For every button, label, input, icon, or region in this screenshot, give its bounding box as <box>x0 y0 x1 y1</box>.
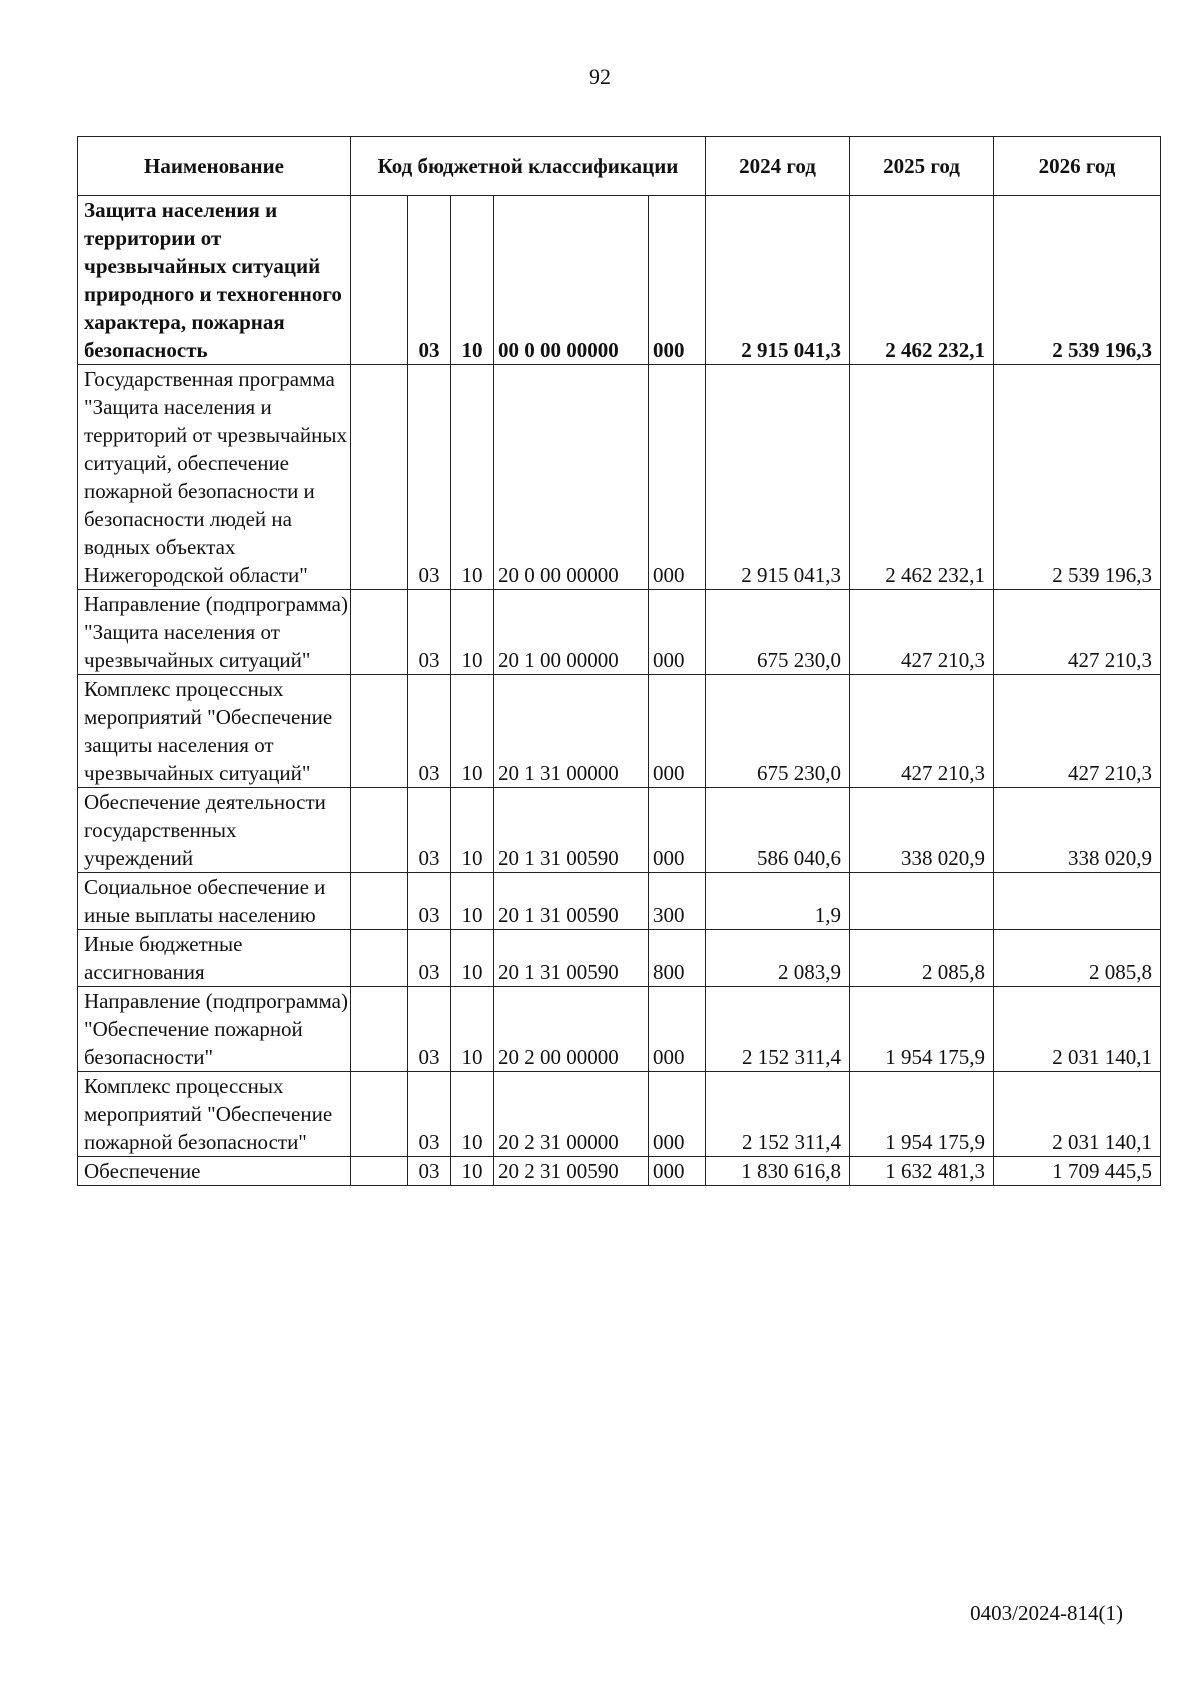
row-amount-2025: 2 085,8 <box>850 930 994 987</box>
row-amount-2026: 2 031 140,1 <box>994 987 1161 1072</box>
row-expense-type: 000 <box>649 1072 706 1157</box>
row-target-code: 20 2 31 00000 <box>494 1072 649 1157</box>
table-row <box>78 675 1161 788</box>
row-name: Комплекс процессных мероприятий "Обеспечение защиты населения от чрезвычайных ситуаций" <box>78 675 351 788</box>
row-amount-2024: 1,9 <box>706 873 850 930</box>
row-empty-cell <box>351 196 408 365</box>
row-amount-2026: 2 085,8 <box>994 930 1161 987</box>
table-row <box>78 788 1161 873</box>
table-body <box>78 196 1161 1186</box>
row-subsection-code: 10 <box>451 873 494 930</box>
row-empty-cell <box>351 930 408 987</box>
header-2025: 2025 год <box>850 137 994 196</box>
row-name: Направление (подпрограмма) "Защита населения от чрезвычайных ситуаций" <box>78 590 351 675</box>
row-amount-2025: 427 210,3 <box>850 590 994 675</box>
row-amount-2026 <box>994 873 1161 930</box>
header-code: Код бюджетной классификации <box>351 137 706 196</box>
row-target-code: 20 0 00 00000 <box>494 365 649 590</box>
table-row <box>78 196 1161 365</box>
row-expense-type: 000 <box>649 675 706 788</box>
table-row <box>78 365 1161 590</box>
row-amount-2025: 427 210,3 <box>850 675 994 788</box>
row-amount-2025 <box>850 873 994 930</box>
row-empty-cell <box>351 873 408 930</box>
row-expense-type: 000 <box>649 1157 706 1186</box>
row-name: Обеспечение <box>78 1157 351 1186</box>
row-expense-type: 000 <box>649 590 706 675</box>
row-subsection-code: 10 <box>451 930 494 987</box>
row-section-code: 03 <box>408 196 451 365</box>
row-amount-2024: 675 230,0 <box>706 590 850 675</box>
row-amount-2024: 2 083,9 <box>706 930 850 987</box>
row-target-code: 20 1 00 00000 <box>494 590 649 675</box>
row-amount-2025: 1 954 175,9 <box>850 1072 994 1157</box>
row-amount-2026: 2 539 196,3 <box>994 196 1161 365</box>
row-subsection-code: 10 <box>451 1157 494 1186</box>
row-amount-2024: 2 152 311,4 <box>706 987 850 1072</box>
row-amount-2024: 2 915 041,3 <box>706 196 850 365</box>
row-name: Защита населения и территории от чрезвычайных ситуаций природного и техногенного характера, пожарная безопасность <box>78 196 351 365</box>
row-subsection-code: 10 <box>451 365 494 590</box>
row-section-code: 03 <box>408 1072 451 1157</box>
row-name: Социальное обеспечение и иные выплаты населению <box>78 873 351 930</box>
row-amount-2025: 2 462 232,1 <box>850 365 994 590</box>
row-subsection-code: 10 <box>451 788 494 873</box>
row-section-code: 03 <box>408 788 451 873</box>
row-amount-2025: 2 462 232,1 <box>850 196 994 365</box>
row-subsection-code: 10 <box>451 590 494 675</box>
row-amount-2024: 2 915 041,3 <box>706 365 850 590</box>
row-empty-cell <box>351 1072 408 1157</box>
row-expense-type: 300 <box>649 873 706 930</box>
row-expense-type: 000 <box>649 987 706 1072</box>
header-2026: 2026 год <box>994 137 1161 196</box>
table-row <box>78 1072 1161 1157</box>
row-name: Государственная программа "Защита населения и территорий от чрезвычайных ситуаций, обеспечение пожарной безопасности и безопасности людей на водных объектах Нижегородской области" <box>78 365 351 590</box>
row-amount-2024: 1 830 616,8 <box>706 1157 850 1186</box>
row-amount-2024: 2 152 311,4 <box>706 1072 850 1157</box>
row-amount-2024: 675 230,0 <box>706 675 850 788</box>
row-target-code: 20 1 31 00000 <box>494 675 649 788</box>
row-amount-2026: 427 210,3 <box>994 675 1161 788</box>
row-section-code: 03 <box>408 873 451 930</box>
budget-table <box>77 136 1161 1186</box>
table-row <box>78 873 1161 930</box>
header-name: Наименование <box>78 137 351 196</box>
row-name: Обеспечение деятельности государственных учреждений <box>78 788 351 873</box>
row-subsection-code: 10 <box>451 987 494 1072</box>
row-empty-cell <box>351 675 408 788</box>
row-amount-2025: 338 020,9 <box>850 788 994 873</box>
row-target-code: 20 2 31 00590 <box>494 1157 649 1186</box>
row-subsection-code: 10 <box>451 675 494 788</box>
row-amount-2025: 1 954 175,9 <box>850 987 994 1072</box>
row-target-code: 20 1 31 00590 <box>494 788 649 873</box>
row-expense-type: 800 <box>649 930 706 987</box>
table-row <box>78 930 1161 987</box>
row-name: Направление (подпрограмма) "Обеспечение пожарной безопасности" <box>78 987 351 1072</box>
row-amount-2026: 2 031 140,1 <box>994 1072 1161 1157</box>
row-section-code: 03 <box>408 987 451 1072</box>
row-amount-2026: 2 539 196,3 <box>994 365 1161 590</box>
row-empty-cell <box>351 365 408 590</box>
row-section-code: 03 <box>408 930 451 987</box>
row-target-code: 20 1 31 00590 <box>494 873 649 930</box>
table-row <box>78 1157 1161 1186</box>
row-empty-cell <box>351 987 408 1072</box>
row-target-code: 20 1 31 00590 <box>494 930 649 987</box>
row-section-code: 03 <box>408 365 451 590</box>
row-amount-2025: 1 632 481,3 <box>850 1157 994 1186</box>
row-empty-cell <box>351 1157 408 1186</box>
row-section-code: 03 <box>408 590 451 675</box>
document-code: 0403/2024-814(1) <box>970 1601 1123 1625</box>
header-2024: 2024 год <box>706 137 850 196</box>
row-name: Комплекс процессных мероприятий "Обеспечение пожарной безопасности" <box>78 1072 351 1157</box>
row-amount-2024: 586 040,6 <box>706 788 850 873</box>
row-empty-cell <box>351 590 408 675</box>
row-subsection-code: 10 <box>451 196 494 365</box>
table-row <box>78 987 1161 1072</box>
row-section-code: 03 <box>408 675 451 788</box>
row-amount-2026: 1 709 445,5 <box>994 1157 1161 1186</box>
row-expense-type: 000 <box>649 788 706 873</box>
row-amount-2026: 338 020,9 <box>994 788 1161 873</box>
table-row <box>78 590 1161 675</box>
row-target-code: 00 0 00 00000 <box>494 196 649 365</box>
page-number: 92 <box>589 64 611 89</box>
row-amount-2026: 427 210,3 <box>994 590 1161 675</box>
row-section-code: 03 <box>408 1157 451 1186</box>
row-subsection-code: 10 <box>451 1072 494 1157</box>
row-expense-type: 000 <box>649 365 706 590</box>
row-target-code: 20 2 00 00000 <box>494 987 649 1072</box>
row-name: Иные бюджетные ассигнования <box>78 930 351 987</box>
header-row <box>78 137 1161 196</box>
row-expense-type: 000 <box>649 196 706 365</box>
row-empty-cell <box>351 788 408 873</box>
